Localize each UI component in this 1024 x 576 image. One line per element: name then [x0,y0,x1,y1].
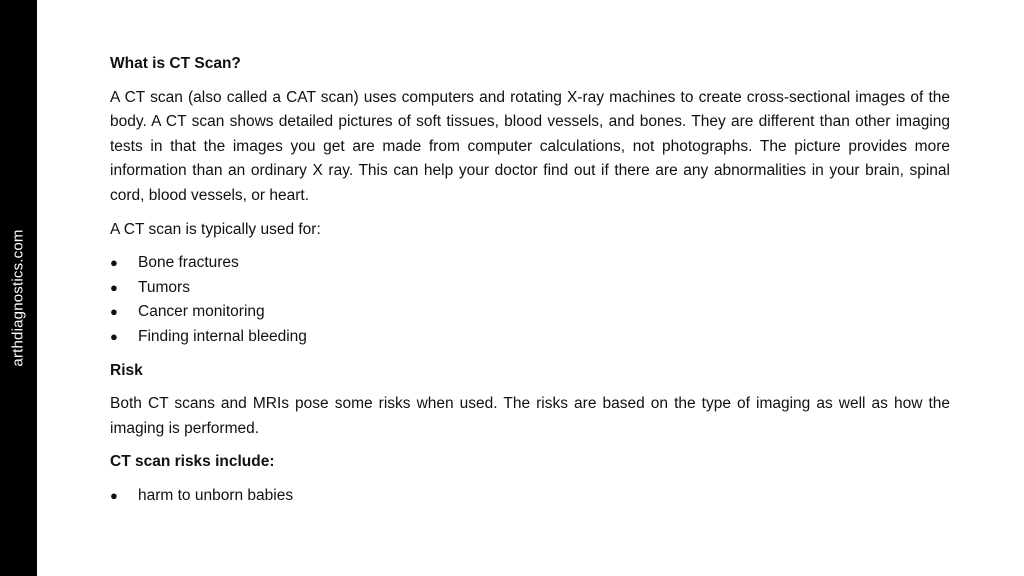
paragraph-ct-uses-intro: A CT scan is typically used for: [110,220,321,238]
list-item-text: Bone fractures [138,254,239,272]
list-item-text: Finding internal bleeding [138,327,307,345]
list-item [110,484,950,509]
bullet-icon: ● [110,279,118,295]
uses-list [110,251,950,349]
list-item-text: Tumors [138,278,190,296]
paragraph-risk: Both CT scans and MRIs pose some risks when used. The risks are based on the type of imaging as well as how the imaging is performed. [110,395,950,437]
list-item-text: harm to unborn babies [138,486,294,504]
site-watermark: arthdiagnostics.com [9,229,27,367]
heading-what-is-ct: What is CT Scan? [110,55,241,72]
bullet-icon: ● [110,304,118,320]
risks-list [110,484,950,509]
side-bar [0,0,37,576]
bullet-icon: ● [110,328,118,344]
heading-ct-risks: CT scan risks include: [110,453,275,471]
bullet-icon: ● [110,487,118,503]
list-item [110,251,950,276]
bullet-icon: ● [110,255,118,271]
paragraph-ct-description: A CT scan (also called a CAT scan) uses computers and rotating X-ray machines to create cross-sectional images of the body. A CT scan shows detailed pictures of soft tissues, blood vessels, and bones. They are different than other imaging tests in that the images you get are made from computer calculations, not photographs. The picture provides more information than an ordinary X ray. This can help your doctor find out if there are any abnormalities in your brain, spinal cord, blood vessels, or heart. [110,88,950,204]
slide-content [110,52,950,518]
list-item [110,300,950,325]
list-item [110,325,950,350]
list-item [110,276,950,301]
list-item-text: Cancer monitoring [138,303,265,321]
heading-risk: Risk [110,361,143,379]
